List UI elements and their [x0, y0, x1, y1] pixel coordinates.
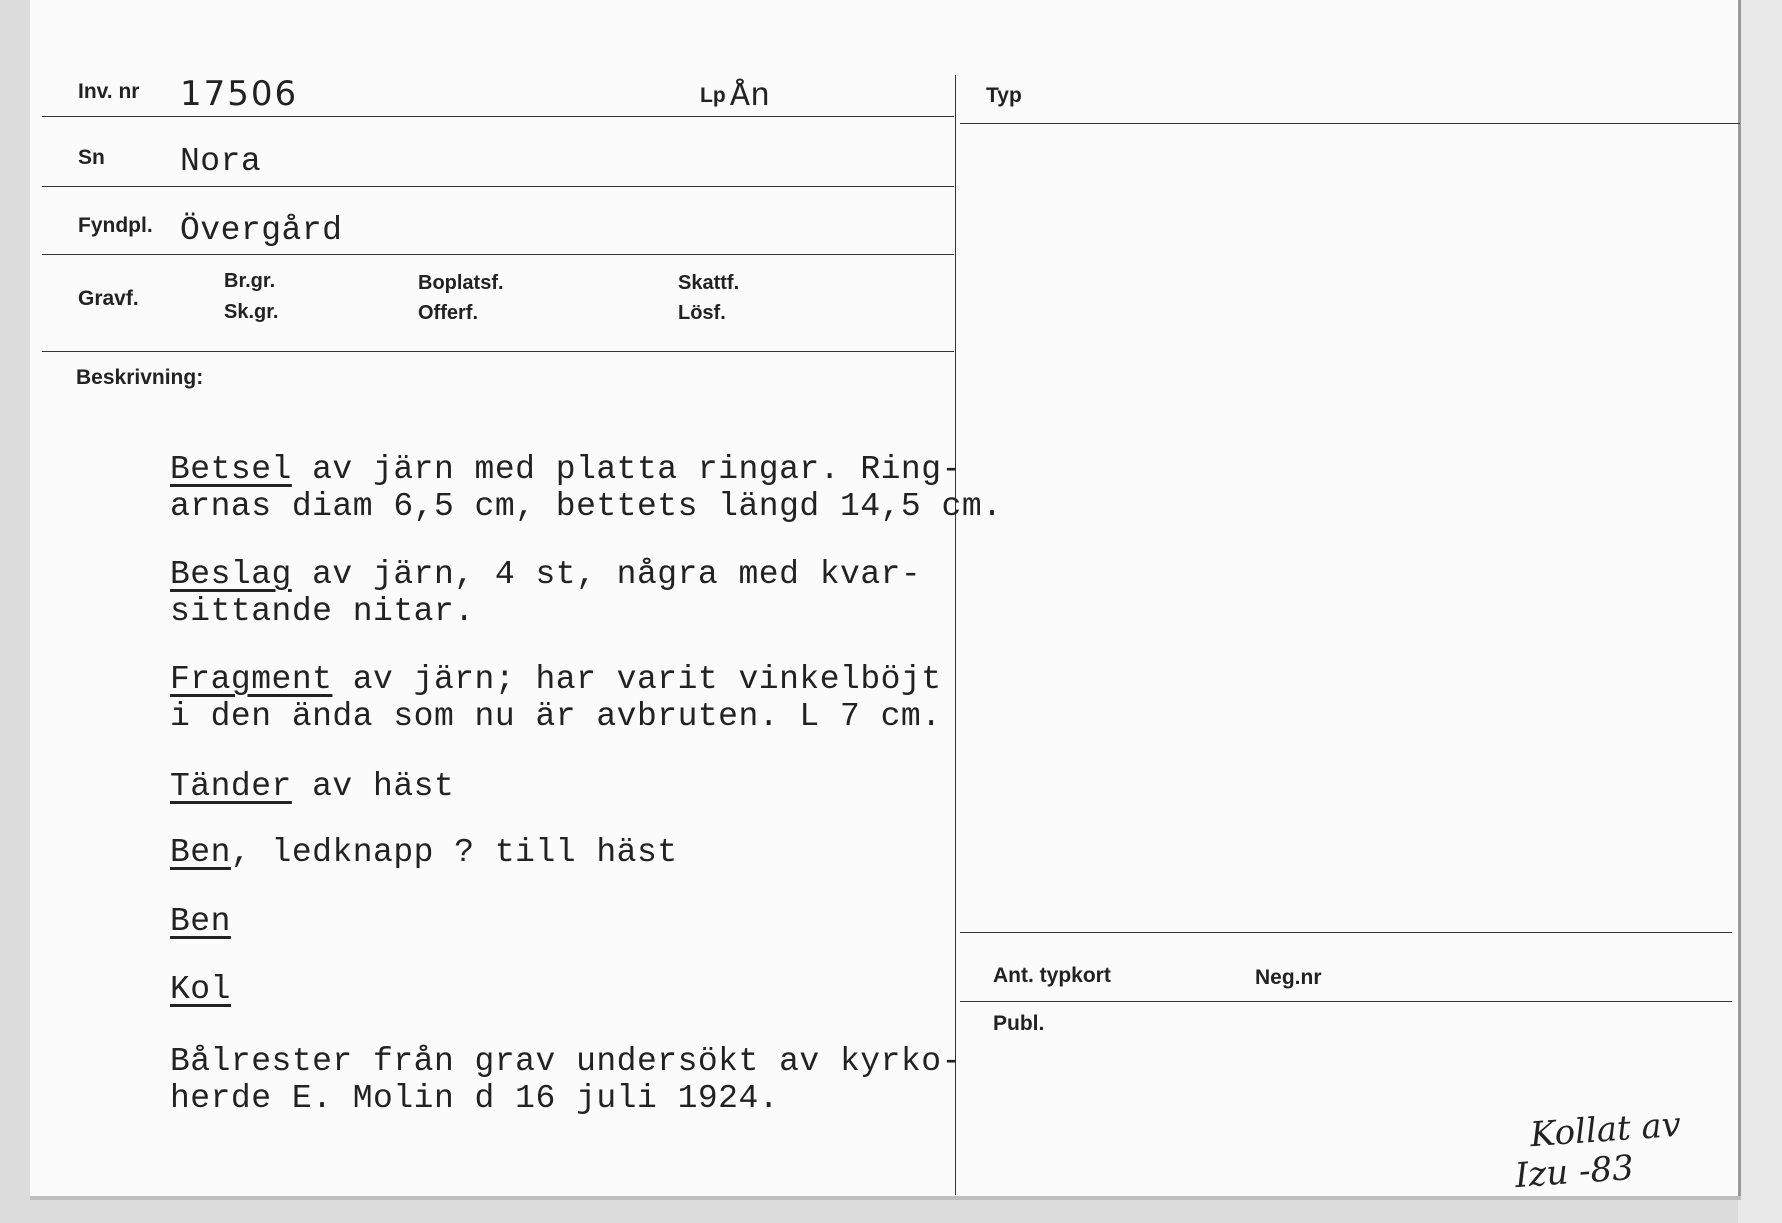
sn-label: Sn: [78, 146, 105, 169]
fyndpl-value: Övergård: [180, 212, 343, 249]
entry-fragment-line1: [170, 661, 942, 698]
rule-ant-typkort: [960, 1001, 1732, 1002]
entry-text: av järn, 4 st, några med kvar-: [291, 556, 922, 593]
beskrivning-label: Beskrivning:: [76, 366, 204, 389]
entry-term: Fragment: [170, 661, 333, 698]
entry-kol-line1: [170, 971, 231, 1008]
entry-term: Tänder: [170, 768, 292, 805]
boplatsf-label: Boplatsf.: [418, 272, 504, 294]
entry-fragment-line2: i den ända som nu är avbruten. L 7 cm.: [170, 698, 942, 735]
card-edge-background: [1738, 0, 1782, 1223]
offerf-label: Offerf.: [418, 302, 478, 324]
rule-typ: [960, 123, 1740, 124]
handwritten-date: Izu -83: [1513, 1147, 1636, 1197]
lp-value: Ån: [730, 78, 771, 115]
entry-term: Beslag: [170, 556, 292, 593]
entry-tander: [170, 768, 454, 805]
entry-text: av järn med platta ringar. Ring-: [291, 451, 962, 488]
entry-fragment: [170, 661, 942, 735]
brgr-label: Br.gr.: [224, 270, 276, 292]
note-line1: Bålrester från grav undersökt av kyrko-: [170, 1043, 962, 1080]
entry-beslag-line2: sittande nitar.: [170, 593, 475, 630]
entry-note: [170, 1043, 962, 1117]
entry-ben-ledknapp-line1: [170, 834, 678, 871]
rule-sn: [42, 186, 954, 187]
entry-betsel: [170, 451, 1002, 525]
entry-kol: [170, 971, 231, 1008]
inv-nr-label: Inv. nr: [78, 80, 140, 103]
entry-term: Kol: [170, 971, 231, 1008]
fyndpl-label: Fyndpl.: [78, 214, 153, 237]
lp-label: Lp: [700, 84, 726, 107]
entry-ben-ledknapp: [170, 834, 678, 871]
gravf-label: Gravf.: [78, 287, 139, 310]
catalog-card: [30, 0, 1741, 1196]
rule-inv: [42, 116, 954, 117]
entry-beslag-line1: [170, 556, 921, 593]
inv-nr-value: 17506: [180, 74, 299, 114]
entry-text: av häst: [291, 768, 455, 805]
entry-betsel-line1: [170, 451, 962, 488]
publ-label: Publ.: [993, 1012, 1045, 1035]
entry-term: Ben: [170, 903, 231, 940]
skgr-label: Sk.gr.: [224, 301, 279, 323]
rule-gravf: [42, 351, 954, 352]
entry-tander-line1: [170, 768, 454, 805]
column-divider: [955, 75, 956, 1195]
note-line2: herde E. Molin d 16 juli 1924.: [170, 1080, 780, 1117]
skattf-label: Skattf.: [678, 272, 740, 294]
rule-right-lower: [960, 932, 1732, 933]
entry-beslag: [170, 556, 921, 630]
rule-fyndpl: [42, 254, 954, 255]
handwritten-kollat: Kollat av: [1528, 1104, 1683, 1156]
entry-term: Betsel: [170, 451, 292, 488]
entry-text: , ledknapp ? till häst: [230, 834, 678, 871]
neg-nr-label: Neg.nr: [1255, 966, 1322, 989]
losf-label: Lösf.: [678, 302, 726, 324]
ant-typkort-label: Ant. typkort: [993, 964, 1111, 987]
sn-value: Nora: [180, 143, 262, 180]
entry-ben: [170, 903, 231, 940]
entry-term: Ben: [170, 834, 231, 871]
entry-ben-line1: [170, 903, 231, 940]
entry-text: av järn; har varit vinkelböjt: [332, 661, 942, 698]
typ-label: Typ: [986, 84, 1022, 107]
entry-betsel-line2: arnas diam 6,5 cm, bettets längd 14,5 cm.: [170, 488, 1003, 525]
